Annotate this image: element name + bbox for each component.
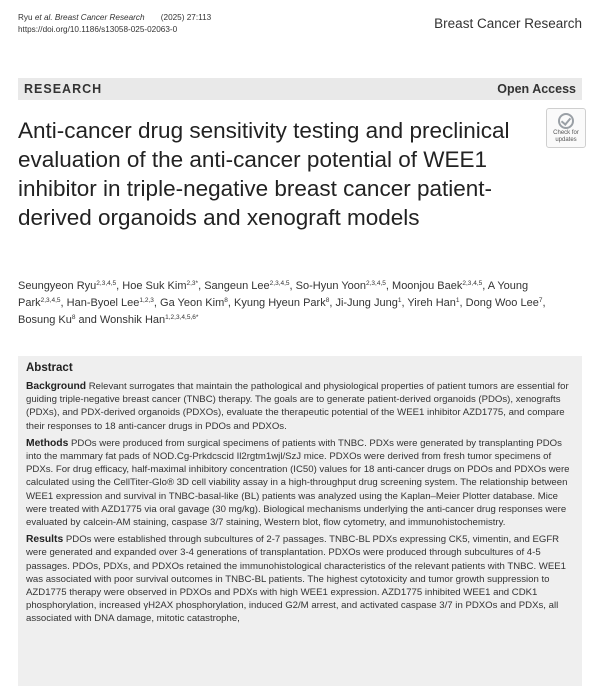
citation-author: Ryu bbox=[18, 13, 35, 22]
author-name[interactable]: So-Hyun Yoon bbox=[295, 280, 367, 292]
author-separator: , bbox=[542, 297, 546, 309]
author-name[interactable]: Moonjou Baek bbox=[392, 280, 463, 292]
doi-link[interactable]: https://doi.org/10.1186/s13058-025-02063-0 bbox=[18, 25, 178, 34]
author-affiliation: 2,3,4,5 bbox=[366, 280, 386, 287]
author-separator: , bbox=[60, 297, 67, 309]
article-type-band bbox=[18, 78, 582, 100]
abstract-body bbox=[26, 380, 574, 630]
author-separator: , bbox=[401, 297, 408, 309]
author-separator: , bbox=[459, 297, 466, 309]
author-separator: , bbox=[227, 297, 234, 309]
author-name[interactable]: Seungyeon Ryu bbox=[18, 280, 97, 292]
author-name[interactable]: Hoe Suk Kim bbox=[122, 280, 187, 292]
page-header bbox=[18, 10, 582, 44]
author-name[interactable]: Yireh Han bbox=[407, 297, 456, 309]
abstract-section-label: Results bbox=[26, 534, 64, 546]
abstract-section-methods bbox=[26, 437, 574, 529]
author-affiliation: 2,3,4,5 bbox=[96, 280, 117, 287]
citation-year: (2025) 27:113 bbox=[160, 13, 212, 22]
author-separator: , bbox=[482, 280, 488, 292]
journal-name[interactable]: Breast Cancer Research bbox=[434, 16, 582, 31]
author-separator: , bbox=[116, 280, 123, 292]
author-affiliation: 1,2,3 bbox=[139, 297, 154, 304]
article-type-label: RESEARCH bbox=[24, 82, 103, 96]
open-access-label: Open Access bbox=[497, 82, 576, 96]
abstract-section-label: Background bbox=[26, 381, 87, 392]
author-separator: , bbox=[289, 280, 296, 292]
author-affiliation: 1 bbox=[455, 297, 460, 304]
author-affiliation: 2,3,4,5 bbox=[462, 280, 483, 287]
author-affiliation: 1,2,3,4,5,6* bbox=[165, 314, 199, 321]
check-for-updates-line1: Check for bbox=[553, 130, 579, 136]
author-name[interactable]: Ji-Jung Jung bbox=[335, 297, 398, 309]
author-separator: , bbox=[198, 280, 205, 292]
author-affiliation: 8 bbox=[224, 297, 228, 304]
abstract-section-text: Relevant surrogates that maintain the pathological and physiological properties of patient tumors are essential for guiding triple-negative breast cancer (TNBC) therapy. The goals are to generate patient-derived organoids (PDOs), xenografts (PDXs), and PDX-derived organoids (PDXOs), evaluate the therapeutic potential of the WEE1 inhibitor AZD1775, and compare their responses to 18 anti-cancer drugs in PDOs and PDXOs. bbox=[26, 381, 569, 432]
author-list bbox=[18, 278, 574, 329]
author-separator: , bbox=[329, 297, 336, 309]
author-affiliation: 8 bbox=[325, 297, 330, 304]
author-name[interactable]: Dong Woo Lee bbox=[465, 297, 539, 309]
abstract-section-text: PDOs were established through subcultures of 2-7 passages. TNBC-BL PDXs expressing CK5, vimentin, and EGFR were generated and expanded over 3-4 generations of transplantation. PDXOs were produced through subcultures of 4-5 passages. PDOs, PDXs, and PDXOs retained the immunohistological characteristics of the relevant patients with TNBC. WEE1 was associated with poor survival outcomes in TNBC-BL patients. The highest cytotoxicity and tumor growth suppression to AZD1775 therapy were observed in PDXOs and PDXs with high WEE1 expression. AZD1775 inhibited WEE1 and CDK1 phosphorylation, increased γH2AX phosphorylation, induced G2/M arrest, and activated caspase 3/7 in PDXOs and PDXs, all associated with DNA damage, mitotic catastrophe, bbox=[26, 534, 566, 625]
author-affiliation: 8 bbox=[71, 314, 76, 321]
author-affiliation: 2,3,4,5 bbox=[269, 280, 290, 287]
author-name[interactable]: Sangeun Lee bbox=[204, 280, 270, 292]
citation-journal: et al. Breast Cancer Research bbox=[34, 13, 145, 22]
author-name[interactable]: Wonshik Han bbox=[99, 314, 166, 326]
author-separator: and bbox=[75, 314, 100, 326]
abstract-section-background bbox=[26, 380, 574, 433]
author-affiliation: 2,3,4,5 bbox=[40, 297, 61, 304]
abstract-heading: Abstract bbox=[26, 362, 73, 374]
citation-block bbox=[18, 12, 211, 36]
check-for-updates-line2: updates bbox=[555, 136, 577, 143]
author-affiliation: 1 bbox=[397, 297, 402, 304]
author-name[interactable]: A Young Park bbox=[18, 280, 529, 309]
abstract-box bbox=[18, 356, 582, 686]
author-separator: , bbox=[153, 297, 161, 309]
author-name[interactable]: Ga Yeon Kim bbox=[160, 297, 225, 309]
abstract-section-text: PDOs were produced from surgical specimens of patients with TNBC. PDXs were generated by transplanting PDOs into the mammary fat pads of NOD.Cg-Prkdcscid Il2rgtm1wjl/SzJ mice. PDXOs were derived from fresh tumor specimens of PDXs. For drug efficacy, half-maximal inhibitory concentration (IC50) values for 18 anti-cancer drugs on PDOs and PDXOs were calculated using the CellTiter-Glo® 3D cell viability assay in a high-throughput drug screening system. The relationship between WEE1 expression and survival in TNBC-basal-like (BL) patients was analyzed using the Kaplan–Meier Plotter database. Mice were treated with AZD1775 via oral gavage (30 mg/kg). Biological mechanisms underlying the anti-cancer drug responses were evaluated by calcein-AM staining, caspase 3/7 staining, Western blot, flow cytometry, and immunohistochemistry. bbox=[26, 437, 570, 529]
abstract-section-results bbox=[26, 533, 574, 625]
author-affiliation: 7 bbox=[538, 297, 543, 304]
citation-line bbox=[18, 12, 211, 24]
author-name[interactable]: Han-Byoel Lee bbox=[66, 297, 140, 309]
abstract-section-label: Methods bbox=[26, 437, 69, 449]
check-icon bbox=[558, 113, 574, 129]
author-name[interactable]: Bosung Ku bbox=[18, 314, 72, 326]
author-name[interactable]: Kyung Hyeun Park bbox=[233, 297, 326, 309]
article-title: Anti-cancer drug sensitivity testing and preclinical evaluation of the anti-cancer potential of WEE1 inhibitor in triple-negative breast cancer patient-derived organoids and xenograft models bbox=[18, 118, 510, 230]
check-for-updates-button[interactable] bbox=[546, 108, 586, 148]
author-affiliation: 2,3* bbox=[186, 280, 199, 287]
author-separator: , bbox=[385, 280, 393, 292]
